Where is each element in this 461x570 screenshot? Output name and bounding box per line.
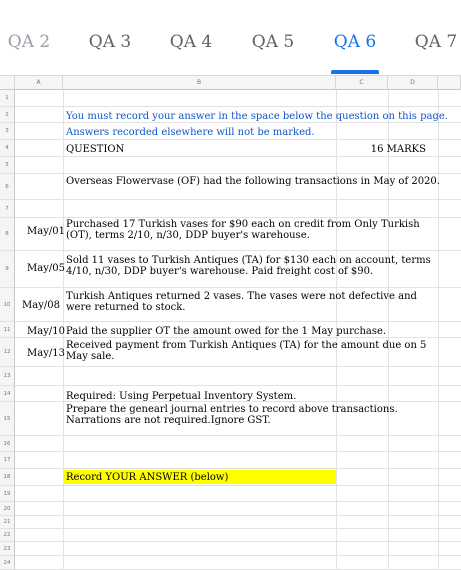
instruction-line-2: Answers recorded elsewhere will not be marked. xyxy=(66,127,315,138)
transaction-date: May/13 xyxy=(27,348,65,359)
grid-vline xyxy=(438,90,439,570)
transaction-text: Received payment from Turkish Antiques (TA) for the amount due on 5 May sale. xyxy=(66,340,427,362)
row-header[interactable]: 4 xyxy=(0,140,15,157)
transaction-text: Turkish Antiques returned 2 vases. The vases were not defective and were returned to stock. xyxy=(66,291,417,313)
grid-hline xyxy=(15,468,461,469)
tab-qa-2[interactable]: QA 2 xyxy=(7,32,51,52)
grid-vline xyxy=(388,90,389,570)
transaction-text: Sold 11 vases to Turkish Antiques (TA) for $130 each on account, terms 4/10, n/30, DDP buyer's warehouse. Paid freight cost of $90. xyxy=(66,255,431,277)
column-header-a[interactable]: A xyxy=(15,76,63,90)
grid-hline xyxy=(15,435,461,436)
transaction-text: Paid the supplier OT the amount owed for the 1 May purchase. xyxy=(66,326,387,337)
grid-hline xyxy=(15,501,461,502)
row-header[interactable]: 1 xyxy=(0,90,15,107)
column-header-b[interactable]: B xyxy=(63,76,336,90)
required-text: Required: Using Perpetual Inventory System. xyxy=(66,391,297,402)
grid-hline xyxy=(15,555,461,556)
grid-hline xyxy=(15,337,461,338)
row-header[interactable]: 18 xyxy=(0,469,15,486)
sheet-tab-bar xyxy=(0,0,461,76)
grid-hline xyxy=(15,287,461,288)
grid-hline xyxy=(15,156,461,157)
row-header[interactable]: 11 xyxy=(0,322,15,338)
row-header[interactable]: 17 xyxy=(0,452,15,469)
column-header-d[interactable]: D xyxy=(388,76,438,90)
transaction-text: Purchased 17 Turkish vases for $90 each on credit from Only Turkish (OT), terms 2/10, n/30, DDP buyer's warehouse. xyxy=(66,219,420,241)
grid-hline xyxy=(15,217,461,218)
question-intro: Overseas Flowervase (OF) had the following transactions in May of 2020. xyxy=(66,176,440,187)
record-answer-label: Record YOUR ANSWER (below) xyxy=(66,472,229,483)
question-label: QUESTION xyxy=(66,144,125,155)
grid-hline xyxy=(15,515,461,516)
row-header[interactable]: 24 xyxy=(0,556,15,570)
transaction-date: May/10 xyxy=(27,326,65,337)
tab-qa-5[interactable]: QA 5 xyxy=(251,32,295,52)
grid-hline xyxy=(15,366,461,367)
row-header[interactable]: 9 xyxy=(0,251,15,288)
row-header[interactable]: 3 xyxy=(0,123,15,140)
grid-hline xyxy=(15,199,461,200)
row-header[interactable]: 2 xyxy=(0,107,15,123)
active-tab-indicator xyxy=(331,70,379,74)
row-header[interactable]: 19 xyxy=(0,486,15,502)
row-header[interactable]: 12 xyxy=(0,338,15,367)
grid-hline xyxy=(15,528,461,529)
grid-hline xyxy=(15,139,461,140)
spreadsheet-grid[interactable] xyxy=(0,76,461,570)
marks-label: 16 MARKS xyxy=(370,144,426,155)
transaction-date: May/01 xyxy=(27,226,65,237)
column-header-c[interactable]: C xyxy=(336,76,388,90)
transaction-date: May/08 xyxy=(22,300,60,311)
row-header[interactable]: 16 xyxy=(0,436,15,452)
row-header[interactable]: 22 xyxy=(0,529,15,542)
row-header[interactable]: 23 xyxy=(0,542,15,556)
row-header[interactable]: 14 xyxy=(0,386,15,402)
row-header[interactable]: 10 xyxy=(0,288,15,322)
row-header[interactable]: 21 xyxy=(0,516,15,529)
grid-hline xyxy=(15,385,461,386)
row-header[interactable]: 15 xyxy=(0,402,15,436)
row-header[interactable]: 6 xyxy=(0,174,15,200)
tab-qa-3[interactable]: QA 3 xyxy=(88,32,132,52)
grid-hline xyxy=(15,122,461,123)
select-all-corner[interactable] xyxy=(0,76,15,90)
tab-qa-7[interactable]: QA 7 xyxy=(414,32,458,52)
prepare-text: Prepare the genearl journal entries to record above transactions. Narrations are not required.Ignore GST. xyxy=(66,404,398,426)
column-header-e[interactable] xyxy=(438,76,461,90)
grid-hline xyxy=(15,321,461,322)
transaction-date: May/05 xyxy=(27,263,65,274)
tab-qa-4[interactable]: QA 4 xyxy=(169,32,213,52)
grid-hline xyxy=(15,173,461,174)
row-header[interactable]: 5 xyxy=(0,157,15,174)
grid-hline xyxy=(15,541,461,542)
grid-hline xyxy=(15,485,461,486)
grid-hline xyxy=(15,106,461,107)
row-header[interactable]: 13 xyxy=(0,367,15,386)
grid-hline xyxy=(15,451,461,452)
instruction-line-1: You must record your answer in the space below the question on this page. xyxy=(66,111,448,122)
row-header[interactable]: 8 xyxy=(0,218,15,251)
tab-qa-6[interactable]: QA 6 xyxy=(333,32,377,52)
row-header[interactable]: 20 xyxy=(0,502,15,516)
grid-hline xyxy=(15,250,461,251)
row-header[interactable]: 7 xyxy=(0,200,15,218)
